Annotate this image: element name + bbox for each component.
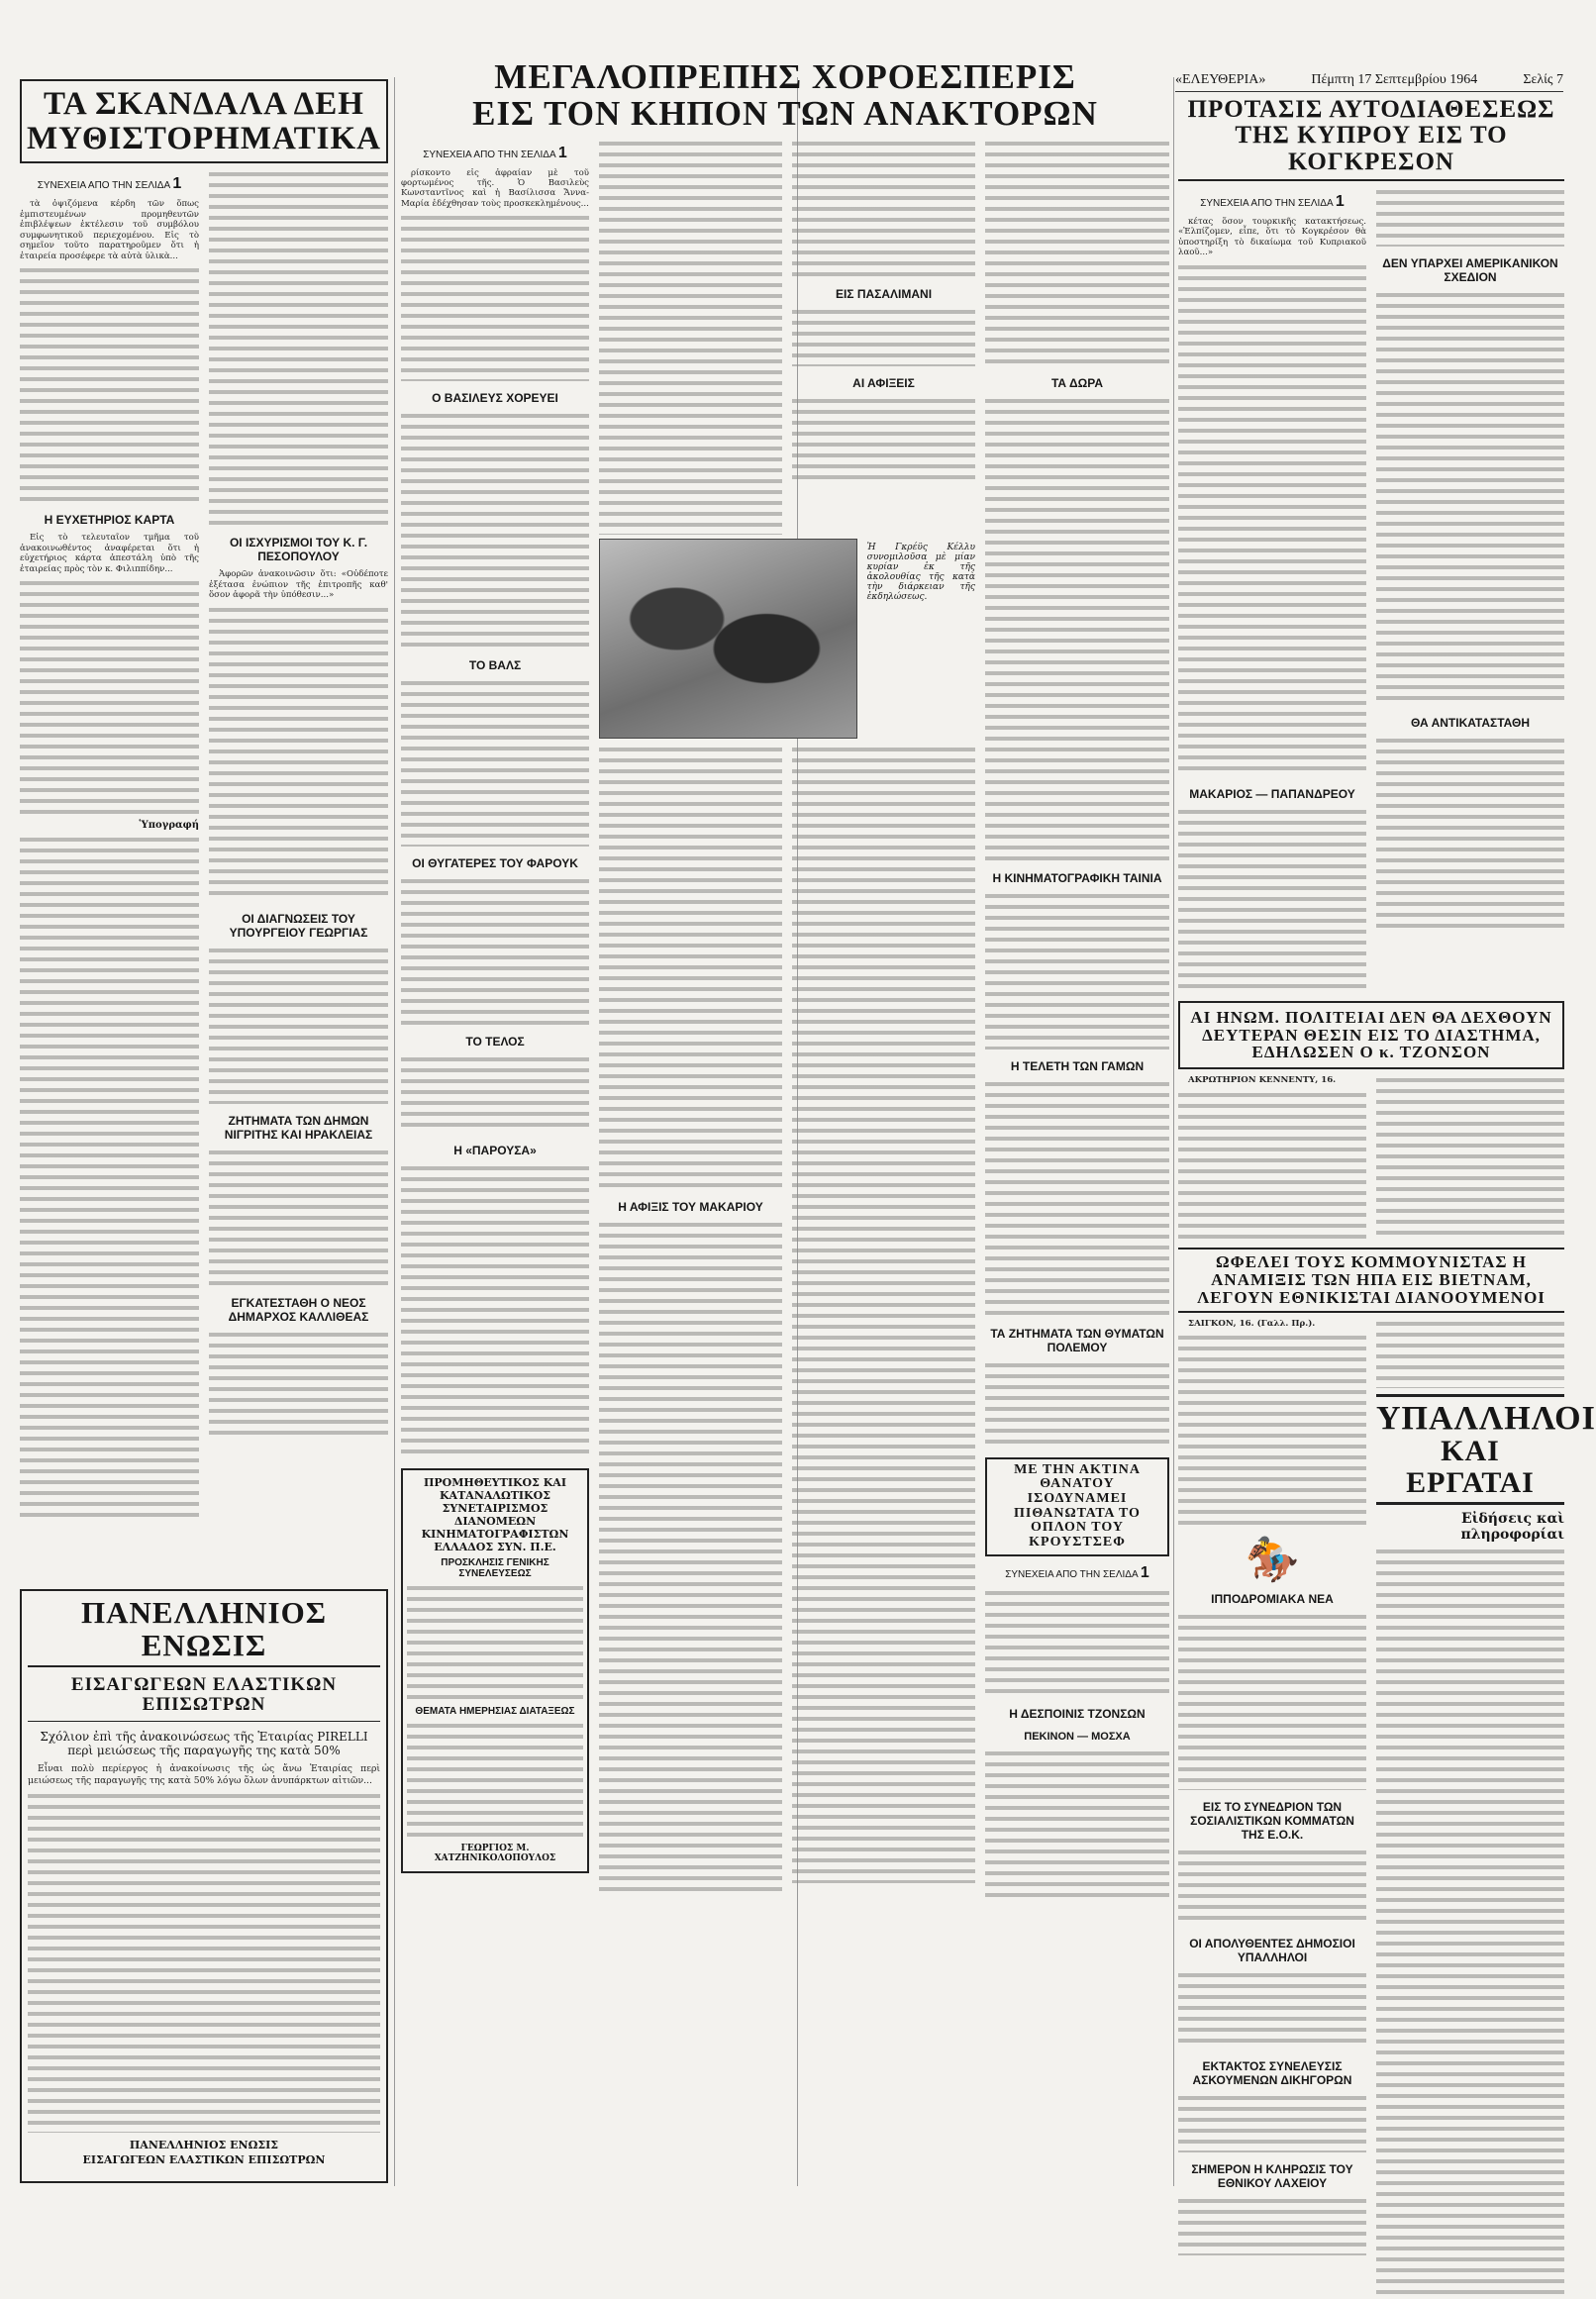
- workers-sub: Εἰδήσεις καὶ πληροφορίαι: [1460, 1511, 1564, 1544]
- space-headline: ΑΙ ΗΝΩΜ. ΠΟΛΙΤΕΙΑΙ ΔΕΝ ΘΑ ΔΕΧΘΟΥΝ ΔΕΥΤΕΡΑΝ ΘΕΣΙΝ ΕΙΣ ΤΟ ΔΙΑΣΤΗΜΑ, ΕΔΗΛΩΣΕΝ Ο κ. ΤΖΟΝΣΟΝ: [1190, 1007, 1552, 1062]
- text-block: [599, 1220, 782, 1893]
- page-number: Σελίς 7: [1523, 72, 1563, 87]
- text-block: [1376, 1319, 1564, 1388]
- text-block: [792, 307, 975, 366]
- right-sub-4: ΕΙΣ ΤΟ ΣΥΝΕΔΡΙΟΝ ΤΩΝ ΣΟΣΙΑΛΙΣΤΙΚΩΝ ΚΟΜΜΑΤΩΝ ΤΗΣ Ε.Ο.Κ.: [1190, 1800, 1354, 1843]
- right-sub-5: ΟΙ ΑΠΟΛΥΘΕΝΤΕΣ ΔΗΜΟΣΙΟΙ ΥΠΑΛΛΗΛΟΙ: [1189, 1937, 1355, 1965]
- dateline-peking: ΠΕΚΙΝΟΝ — ΜΟΣΧΑ: [1024, 1730, 1131, 1743]
- text-block: [985, 1079, 1169, 1317]
- notice-sub: ΠΡΟΣΚΛΗΣΙΣ ΓΕΝΙΚΗΣ ΣΥΝΕΛΕΥΣΕΩΣ: [441, 1557, 549, 1580]
- left-para-1: τὰ ὀψιζόμενα κέρδη τῶν ὅπως ἐμπιστευμένων προμηθευτῶν ἐπιβλέψεων ἐκτέλεσιν τοῦ συμβόλου συμφωνητικοῦ περιεχομένου. Εἰς τὸ σημεῖον τοῦτο παρατηροῦμεν ὅτι ἡ ἐταιρεία προσέφερε τὰ αὐτὰ ὑλικὰ...: [20, 199, 199, 261]
- left-sub-5: ΕΓΚΑΤΕΣΤΑΘΗ Ο ΝΕΟΣ ΔΗΜΑΡΧΟΣ ΚΑΛΛΙΘΕΑΣ: [228, 1295, 369, 1324]
- right-article: [1178, 96, 1596, 2206]
- text-block: [792, 745, 975, 1883]
- text-block: [1376, 187, 1564, 247]
- left-headline-box: [20, 79, 388, 163]
- ad-box: [20, 1589, 388, 2203]
- ad-signature-1: ΠΑΝΕΛΛΗΝΙΟΣ ΕΝΩΣΙΣ: [129, 2138, 279, 2151]
- text-block: [209, 169, 388, 526]
- newspaper-page: [20, 20, 1596, 2208]
- right-para-1: κέτας ὅσον τουρκικῆς κατακτήσεως. «Ἐλπίζομεν, εἶπε, ὅτι τὸ Κογκρέσον θὰ ὑποστηρίξη τὸ δικαίωμα τοῦ Κυπριακοῦ λαοῦ...»: [1178, 216, 1366, 258]
- column-rule: [394, 77, 395, 2186]
- text-block: [209, 1330, 388, 1439]
- right-headline-1: ΠΡΟΤΑΣΙΣ ΑΥΤΟΔΙΑΘΕΣΕΩΣ: [1187, 96, 1555, 123]
- center-headline-2: ΕΙΣ ΤΟΝ ΚΗΠΟΝ ΤΩΝ ΑΝΑΚΤΟΡΩΝ: [472, 93, 1098, 133]
- right-sub-6: ΕΚΤΑΚΤΟΣ ΣΥΝΕΛΕΥΣΙΣ ΑΣΚΟΥΜΕΝΩΝ ΔΙΚΗΓΟΡΩΝ: [1192, 2059, 1352, 2088]
- text-block: [1178, 1090, 1366, 1239]
- text-block: [28, 1791, 380, 2133]
- left-para-2: Εἰς τὸ τελευταῖον τμῆμα τοῦ ἀνακοινωθέντος ἀναφέρεται ὅτι ἡ εὐχετήριος κάρτα ἀπεστάλη ὑπὸ τῆς ἐταιρείας πρὸς τὸν κ. Φιλιππίδην...: [20, 533, 199, 574]
- text-block: [1178, 2196, 1366, 2255]
- ad-subtitle: ΕΙΣΑΓΩΓΕΩΝ ΕΛΑΣΤΙΚΩΝ ΕΠΙΣΩΤΡΩΝ: [28, 1675, 380, 1722]
- center-sub-11: Η ΤΕΛΕΤΗ ΤΩΝ ΓΑΜΩΝ: [1010, 1058, 1145, 1073]
- column-rule: [1173, 77, 1174, 2186]
- center-sub-4: ΤΟ ΤΕΛΟΣ: [465, 1035, 525, 1050]
- text-block: [209, 605, 388, 902]
- text-block: [401, 678, 589, 847]
- ad-title: ΠΑΝΕΛΛΗΝΙΟΣ ΕΝΩΣΙΣ: [28, 1597, 380, 1667]
- text-block: [401, 1054, 589, 1134]
- text-block: [209, 1148, 388, 1286]
- text-block: [792, 396, 975, 485]
- issue-date: Πέμπτη 17 Σεπτεμβρίου 1964: [1311, 72, 1478, 87]
- left-headline-2: ΜΥΘΙΣΤΟΡΗΜΑΤΙΚΑ: [27, 120, 381, 156]
- text-block: [599, 745, 782, 1190]
- right-sub-1: ΔΕΝ ΥΠΑΡΧΕΙ ΑΜΕΡΙΚΑΝΙΚΟΝ ΣΧΕΔΙΟΝ: [1382, 255, 1558, 284]
- center-sub-10: Η ΚΙΝΗΜΑΤΟΓΡΑΦΙΚΗ ΤΑΙΝΙΑ: [992, 870, 1162, 885]
- left-sub-3: ΟΙ ΔΙΑΓΝΩΣΕΙΣ ΤΟΥ ΥΠΟΥΡΓΕΙΟΥ ΓΕΩΡΓΙΑΣ: [229, 911, 368, 940]
- space-box: [1178, 1001, 1564, 1070]
- notice-box: [401, 1468, 589, 1873]
- left-sub-4: ΖΗΤΗΜΑΤΑ ΤΩΝ ΔΗΜΩΝ ΝΙΓΡΙΤΗΣ ΚΑΙ ΗΡΑΚΛΕΙΑΣ: [224, 1113, 373, 1142]
- left-article: [20, 79, 388, 1584]
- race-title: ΙΠΠΟΔΡΟΜΙΑΚΑ ΝΕΑ: [1211, 1592, 1334, 1607]
- text-block: [985, 396, 1169, 861]
- center-headline-1: ΜΕΓΑΛΟΠΡΕΠΗΣ ΧΟΡΟΕΣΠΕΡΙΣ: [494, 57, 1076, 96]
- left-para-3: Ἀφορῶν ἀνακοινῶσιν ὅτι: «Οὐδέποτε ἐξέτασα ἐνώπιον τῆς ἐπιτροπῆς καθ' ὅσον ἀφορᾶ τὴν ὑπόθεσιν...»: [209, 569, 388, 601]
- text-block: [401, 213, 589, 381]
- krushchev-box: [985, 1457, 1169, 1556]
- right-sub-2: ΜΑΚΑΡΙΟΣ — ΠΑΠΑΝΔΡΕΟΥ: [1189, 786, 1355, 801]
- masthead: [1175, 69, 1563, 92]
- text-block: [209, 946, 388, 1104]
- text-block: [985, 1588, 1169, 1697]
- left-headline-1: ΤΑ ΣΚΑΝΔΑΛΑ ΔΕΗ: [44, 86, 364, 122]
- continued-note: ΣΥΝΕΧΕΙΑ ΑΠΟ ΤΗΝ ΣΕΛΙΔΑ 1: [1200, 192, 1345, 210]
- workers-headline-box: [1376, 1394, 1596, 1506]
- center-para-1: ρίσκοντο εἰς ἀφραίαν μὲ τοῦ φορτωμένος τῆς. Ὁ Βασιλεὺς Κωνσταντῖνος καὶ ἡ Βασίλισσα Ἄννα-Μαρία ἐδέχθησαν τοὺς προσκεκλημένους...: [401, 167, 589, 209]
- space-dateline: ΑΚΡΩΤΗΡΙΟΝ ΚΕΝΝΕΝΤΥ, 16.: [1188, 1075, 1337, 1086]
- right-sub-3: ΘΑ ΑΝΤΙΚΑΤΑΣΤΑΘΗ: [1411, 715, 1530, 730]
- ad-line: Σχόλιον ἐπὶ τῆς ἀνακοινώσεως τῆς Ἑταιρίας PIRELLI περὶ μειώσεως τῆς παραγωγῆς της κατὰ 50%: [40, 1729, 368, 1757]
- text-block: [1376, 1075, 1564, 1242]
- notice-sign: ΓΕΩΡΓΙΟΣ Μ. ΧΑΤΖΗΝΙΚΟΛΟΠΟΥΛΟΣ: [434, 1844, 556, 1864]
- center-sub-5: Η «ΠΑΡΟΥΣΑ»: [453, 1144, 537, 1158]
- text-block: [1178, 1612, 1366, 1790]
- vietnam-headline: ΩΦΕΛΕΙ ΤΟΥΣ ΚΟΜΜΟΥΝΙΣΤΑΣ Η ΑΝΑΜΙΞΙΣ ΤΩΝ ΗΠΑ ΕΙΣ ΒΙΕΤΝΑΜ, ΛΕΓΟΥΝ ΕΘΝΙΚΙΣΤΑΙ ΔΙΑΝΟΟΥΜΕΝΟΙ: [1197, 1252, 1546, 1307]
- notice-title: ΠΡΟΜΗΘΕΥΤΙΚΟΣ ΚΑΙ ΚΑΤΑΝΑΛΩΤΙΚΟΣ ΣΥΝΕΤΑΙΡΙΣΜΟΣ ΔΙΑΝΟΜΕΩΝ ΚΙΝΗΜΑΤΟΓΡΑΦΙΣΤΩΝ ΕΛΛΑΔΟΣ ΣΥΝ. Π.Ε.: [421, 1476, 569, 1554]
- center-sub-12: Η ΔΕΣΠΟΙΝΙΣ ΤΖΟΝΣΩΝ: [1009, 1706, 1146, 1721]
- text-block: [1376, 1547, 1564, 2299]
- text-block: [20, 578, 199, 816]
- notice-sub-2: ΘΕΜΑΤΑ ΗΜΕΡΗΣΙΑΣ ΔΙΑΤΑΞΕΩΣ: [415, 1706, 575, 1718]
- workers-title-2: ΚΑΙ ΕΡΓΑΤΑΙ: [1406, 1435, 1535, 1499]
- text-block: [1376, 290, 1564, 706]
- continued-note: ΣΥΝΕΧΕΙΑ ΑΠΟ ΤΗΝ ΣΕΛΙΔΑ 1: [423, 144, 567, 161]
- text-block: [985, 1360, 1169, 1449]
- center-sub-1: Ο ΒΑΣΙΛΕΥΣ ΧΟΡΕΥΕΙ: [432, 391, 558, 406]
- vietnam-dateline: ΣΑΙΓΚΟΝ, 16. (Γαλλ. Πρ.).: [1188, 1318, 1316, 1329]
- text-block: [1178, 2093, 1366, 2152]
- vietnam-headline-box: [1178, 1248, 1564, 1313]
- center-sub-2: ΤΟ ΒΑΛΣ: [468, 658, 522, 673]
- text-block: [985, 139, 1169, 366]
- center-sub-6: Η ΑΦΙΞΙΣ ΤΟΥ ΜΑΚΑΡΙΟΥ: [618, 1199, 763, 1214]
- center-sub-7: ΕΙΣ ΠΑΣΑΛΙΜΑΝΙ: [835, 286, 933, 301]
- continued-note: ΣΥΝΕΧΕΙΑ ΑΠΟ ΤΗΝ ΣΕΛΙΔΑ 1: [37, 175, 182, 193]
- continued-note: ΣΥΝΕΧΕΙΑ ΑΠΟ ΤΗΝ ΣΕΛΙΔΑ 1: [1005, 1563, 1149, 1581]
- right-headline-2: ΤΗΣ ΚΥΠΡΟΥ ΕΙΣ ΤΟ ΚΟΓΚΡΕΣΟΝ: [1235, 122, 1508, 175]
- text-block: [407, 1583, 583, 1702]
- left-sign-1: Ὑπογραφή: [139, 820, 199, 832]
- text-block: [1178, 1333, 1366, 1531]
- text-block: [1178, 1970, 1366, 2049]
- text-block: [985, 891, 1169, 1050]
- left-sub-1: Η ΕΥΧΕΤΗΡΙΟΣ ΚΑΡΤΑ: [44, 513, 175, 528]
- text-block: [401, 876, 589, 1025]
- text-block: [20, 265, 199, 503]
- left-sub-2: ΟΙ ΙΣΧΥΡΙΣΜΟΙ ΤΟΥ Κ. Γ. ΠΕΣΟΠΟΥΛΟΥ: [229, 536, 368, 564]
- text-block: [599, 139, 782, 535]
- text-block: [792, 139, 975, 277]
- paper-name: «ΕΛΕΥΘΕΡΙΑ»: [1175, 72, 1266, 87]
- text-block: [401, 411, 589, 649]
- ad-body: Εἶναι πολὺ περίεργος ἡ ἀνακοίνωσις τῆς ὡς ἄνω Ἑταιρίας περὶ μειώσεως τῆς παραγωγῆς της κατὰ 50% λόγω ὅλων ἀνυπάρκτων αἰτιῶν...: [28, 1762, 380, 1786]
- krushchev-headline: ΜΕ ΤΗΝ ΑΚΤΙΝΑ ΘΑΝΑΤΟΥ ΙΣΟΔΥΝΑΜΕΙ ΠΙΘΑΝΩΤΑΤΑ ΤΟ ΟΠΛΟΝ ΤΟΥ ΚΡΟΥΣΤΣΕΦ: [1014, 1461, 1141, 1549]
- center-sub-8: ΑΙ ΑΦΙΞΕΙΣ: [852, 375, 915, 390]
- center-sub-13: ΤΑ ΖΗΤΗΜΑΤΑ ΤΩΝ ΘΥΜΑΤΩΝ ΠΟΛΕΜΟΥ: [990, 1326, 1164, 1354]
- text-block: [1178, 1848, 1366, 1927]
- text-block: [20, 835, 199, 1518]
- ad-signature-2: ΕΙΣΑΓΩΓΕΩΝ ΕΛΑΣΤΙΚΩΝ ΕΠΙΣΩΤΡΩΝ: [82, 2152, 326, 2166]
- right-sub-7: ΣΗΜΕΡΟΝ Η ΚΛΗΡΩΣΙΣ ΤΟΥ ΕΘΝΙΚΟΥ ΛΑΧΕΙΟΥ: [1191, 2162, 1353, 2191]
- text-block: [401, 1163, 589, 1460]
- workers-title-1: ΥΠΑΛΛΗΛΟΙ: [1376, 1399, 1596, 1437]
- text-block: [1376, 736, 1564, 934]
- text-block: [1178, 807, 1366, 995]
- text-block: [407, 1721, 583, 1840]
- center-sub-3: ΟΙ ΘΥΓΑΤΕΡΕΣ ΤΟΥ ΦΑΡΟΥΚ: [412, 856, 578, 871]
- text-block: [985, 1749, 1169, 1897]
- text-block: [1178, 262, 1366, 777]
- center-article: [401, 59, 1169, 2208]
- center-sub-9: ΤΑ ΔΩΡΑ: [1050, 375, 1104, 390]
- photo-caption: Ἡ Γκρέϋς Κέλλυ συνομιλοῦσα μὲ μίαν κυρίαν ἐκ τῆς ἀκολουθίας τῆς κατὰ τὴν διάρκειαν τῆς ἐκδηλώσεως.: [866, 542, 975, 602]
- ball-photo: [599, 539, 857, 739]
- horse-race-icon: 🏇: [1245, 1535, 1300, 1586]
